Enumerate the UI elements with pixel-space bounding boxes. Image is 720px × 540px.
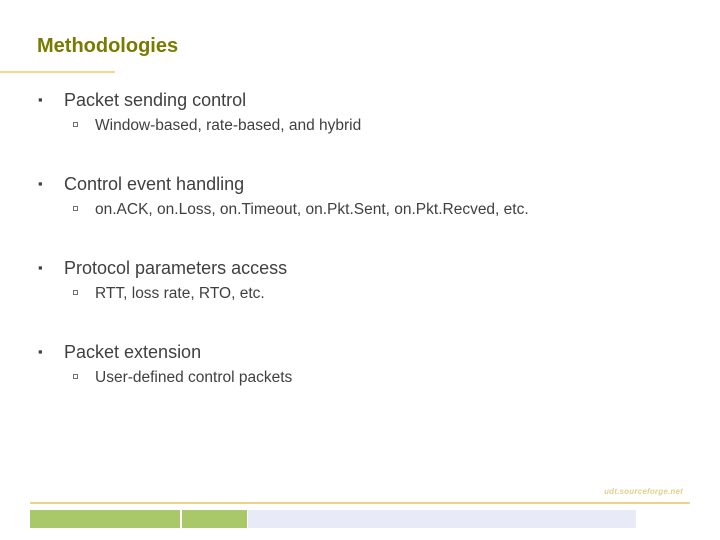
bullet-item — [38, 88, 698, 112]
bullet-group — [38, 88, 698, 172]
hollow-square-bullet-icon — [73, 374, 78, 379]
sub-bullet-text: Window-based, rate-based, and hybrid — [95, 117, 362, 134]
sub-bullet-item — [38, 283, 698, 305]
bullet-item — [38, 172, 698, 196]
sub-bullet-item — [38, 115, 698, 137]
title-underline — [0, 71, 115, 73]
footer-bar-segment — [182, 510, 247, 528]
bullet-text: Protocol parameters access — [64, 258, 288, 278]
hollow-square-bullet-icon — [73, 122, 78, 127]
slide-title: Methodologies — [37, 35, 179, 57]
square-bullet-icon: ▪ — [38, 176, 43, 191]
square-bullet-icon: ▪ — [38, 92, 43, 107]
sub-bullet-text: on.ACK, on.Loss, on.Timeout, on.Pkt.Sent, on.Pkt.Recved, etc. — [95, 201, 529, 218]
square-bullet-icon: ▪ — [38, 260, 43, 275]
bullet-group — [38, 172, 698, 256]
bullet-item — [38, 256, 698, 280]
bullet-text: Packet extension — [64, 342, 202, 362]
bullet-item — [38, 340, 698, 364]
footer-divider — [30, 502, 690, 504]
footer-url: udt.sourceforge.net — [604, 487, 683, 496]
bullet-list — [38, 88, 698, 424]
hollow-square-bullet-icon — [73, 290, 78, 295]
footer-bar-segment — [30, 510, 180, 528]
bullet-text: Control event handling — [64, 174, 245, 194]
hollow-square-bullet-icon — [73, 206, 78, 211]
sub-bullet-item — [38, 367, 698, 389]
bullet-text: Packet sending control — [64, 90, 247, 110]
square-bullet-icon: ▪ — [38, 344, 43, 359]
sub-bullet-text: RTT, loss rate, RTO, etc. — [95, 285, 265, 302]
sub-bullet-item — [38, 199, 698, 221]
footer-bar-segment — [248, 510, 636, 528]
sub-bullet-text: User-defined control packets — [95, 369, 293, 386]
bullet-group — [38, 340, 698, 424]
bullet-group — [38, 256, 698, 340]
